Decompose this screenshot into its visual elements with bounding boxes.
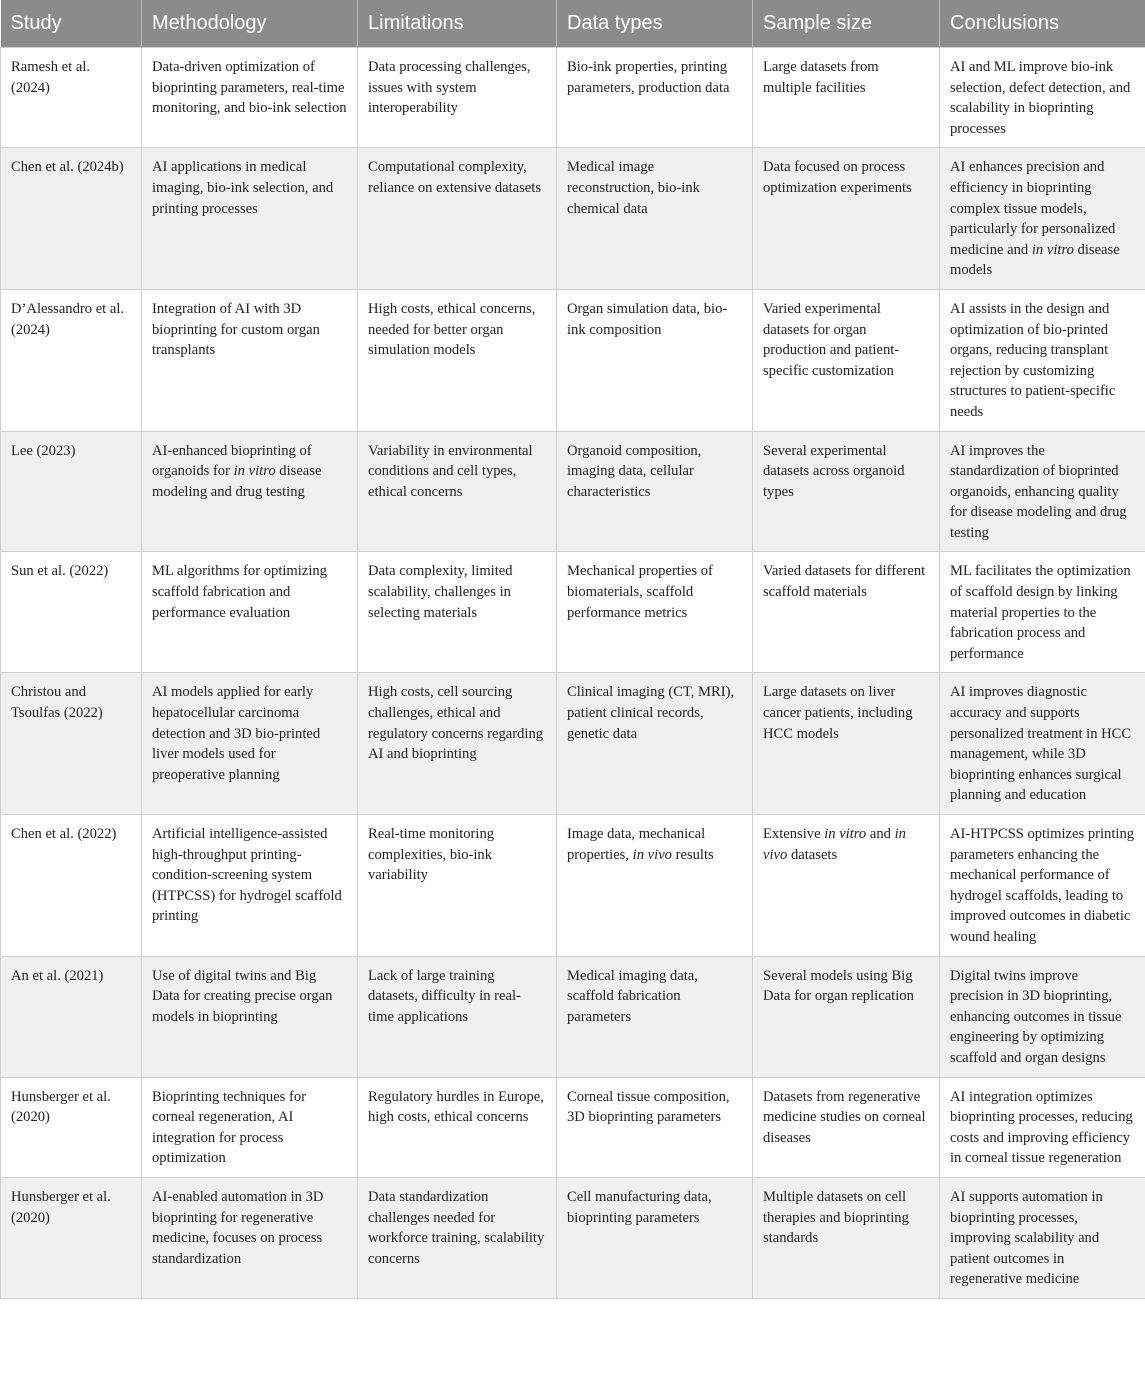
- cell-methodology: [142, 289, 358, 431]
- cell-conclusions: [940, 815, 1145, 957]
- header-conclusions: Conclusions: [940, 0, 1145, 48]
- cell-data-types: [557, 552, 753, 673]
- header-sample-size: Sample size: [753, 0, 940, 48]
- cell-text: ML facilitates the optimization of scaffold design by linking material properties to the fabrication process and performance: [950, 563, 1131, 662]
- cell-text: AI improves the standardization of bioprinted organoids, enhancing quality for disease modeling and drug testing: [950, 442, 1127, 541]
- cell-study: Chen et al. (2024b): [1, 148, 142, 290]
- cell-text: Data standardization challenges needed for workforce training, scalability concerns: [368, 1188, 545, 1267]
- cell-text: Several models using Big Data for organ replication: [763, 967, 914, 1005]
- cell-text: AI applications in medical imaging, bio-ink selection, and printing processes: [152, 159, 334, 217]
- cell-conclusions: [940, 431, 1145, 552]
- italic-term: in vitro: [824, 826, 867, 842]
- cell-limitations: [358, 673, 557, 815]
- italic-term: in vitro: [233, 463, 276, 480]
- table-row: [1, 815, 1145, 957]
- cell-text: Integration of AI with 3D bioprinting for custom organ transplants: [152, 300, 320, 359]
- cell-text: Varied experimental datasets for organ production and patient-specific customization: [763, 300, 900, 379]
- cell-conclusions: [940, 289, 1145, 431]
- cell-text: disease models: [950, 241, 1120, 279]
- cell-text: Large datasets from multiple facilities: [763, 59, 879, 96]
- cell-text: Artificial intelligence-assisted high-throughput printing-condition-screening system (HTPCSS) for hydrogel scaffold printing: [152, 826, 342, 925]
- cell-text: datasets: [787, 846, 838, 863]
- cell-methodology: [142, 815, 358, 957]
- cell-methodology: [142, 673, 358, 815]
- cell-text: Medical image reconstruction, bio-ink chemical data: [567, 159, 700, 217]
- cell-conclusions: [940, 1077, 1145, 1177]
- table-row: [1, 956, 1145, 1077]
- cell-limitations: [358, 815, 557, 957]
- cell-study: D’Alessandro et al. (2024): [1, 289, 142, 431]
- table-row: [1, 148, 1145, 290]
- italic-term: in vivo: [632, 846, 672, 863]
- header-methodology: Methodology: [142, 0, 358, 48]
- cell-text: Cell manufacturing data, bioprinting parameters: [567, 1188, 712, 1226]
- table-row: [1, 289, 1145, 431]
- cell-text: AI and ML improve bio-ink selection, defect detection, and scalability in bioprinting processes: [950, 59, 1131, 137]
- cell-sample-size: [753, 1077, 940, 1177]
- italic-term: in vivo: [763, 826, 906, 863]
- cell-limitations: [358, 1177, 557, 1298]
- header-study: Study: [1, 0, 142, 48]
- cell-limitations: [358, 289, 557, 431]
- cell-text: Bioprinting techniques for corneal regeneration, AI integration for process optimization: [152, 1088, 307, 1167]
- cell-data-types: [557, 48, 753, 148]
- cell-conclusions: [940, 48, 1145, 148]
- cell-text: Organ simulation data, bio-ink composition: [567, 300, 728, 338]
- cell-text: Large datasets on liver cancer patients, including HCC models: [763, 684, 913, 742]
- cell-sample-size: [753, 673, 940, 815]
- cell-text: High costs, cell sourcing challenges, ethical and regulatory concerns regarding AI and bioprinting: [368, 684, 544, 763]
- cell-text: Data-driven optimization of bioprinting parameters, real-time monitoring, and bio-ink selection: [152, 59, 347, 117]
- cell-text: Data focused on process optimization experiments: [763, 159, 912, 196]
- cell-data-types: [557, 289, 753, 431]
- cell-limitations: [358, 552, 557, 673]
- header-data-types: Data types: [557, 0, 753, 48]
- cell-text: Multiple datasets on cell therapies and bioprinting standards: [763, 1188, 909, 1247]
- cell-study: Lee (2023): [1, 431, 142, 552]
- cell-text: disease modeling and drug testing: [152, 463, 322, 500]
- table-row: [1, 431, 1145, 552]
- cell-sample-size: [753, 956, 940, 1077]
- cell-limitations: [358, 148, 557, 290]
- cell-text: AI-HTPCSS optimizes printing parameters enhancing the mechanical performance of hydrogel scaffolds, leading to improved outcomes in diabetic wound healing: [950, 826, 1135, 945]
- cell-sample-size: [753, 1177, 940, 1298]
- cell-conclusions: [940, 1177, 1145, 1298]
- header-row: [1, 0, 1145, 48]
- table-header: [1, 0, 1145, 48]
- cell-text: Bio-ink properties, printing parameters, production data: [567, 59, 730, 96]
- cell-text: Data complexity, limited scalability, challenges in selecting materials: [368, 563, 513, 621]
- table-row: [1, 1077, 1145, 1177]
- cell-study: Hunsberger et al. (2020): [1, 1077, 142, 1177]
- cell-methodology: [142, 552, 358, 673]
- cell-methodology: [142, 1177, 358, 1298]
- cell-text: AI supports automation in bioprinting processes, improving scalability and patient outcomes in regenerative medicine: [950, 1188, 1103, 1288]
- cell-text: Regulatory hurdles in Europe, high costs, ethical concerns: [368, 1088, 544, 1126]
- cell-methodology: [142, 956, 358, 1077]
- cell-data-types: [557, 1177, 753, 1298]
- cell-data-types: [557, 148, 753, 290]
- cell-text: Mechanical properties of biomaterials, scaffold performance metrics: [567, 563, 713, 621]
- cell-sample-size: [753, 431, 940, 552]
- cell-data-types: [557, 815, 753, 957]
- cell-study: Hunsberger et al. (2020): [1, 1177, 142, 1298]
- cell-conclusions: [940, 673, 1145, 815]
- cell-text: ML algorithms for optimizing scaffold fabrication and performance evaluation: [152, 563, 327, 621]
- cell-text: Digital twins improve precision in 3D bioprinting, enhancing outcomes in tissue engineering by optimizing scaffold and organ designs: [950, 967, 1122, 1066]
- cell-limitations: [358, 1077, 557, 1177]
- cell-study: Chen et al. (2022): [1, 815, 142, 957]
- cell-text: Clinical imaging (CT, MRI), patient clinical records, genetic data: [567, 684, 735, 742]
- cell-conclusions: [940, 148, 1145, 290]
- table-body: [1, 48, 1145, 1299]
- cell-text: Organoid composition, imaging data, cellular characteristics: [567, 442, 702, 500]
- cell-data-types: [557, 431, 753, 552]
- cell-text: AI-enhanced bioprinting of organoids for: [152, 442, 312, 480]
- cell-text: AI enhances precision and efficiency in bioprinting complex tissue models, particularly for personalized medicine and: [950, 159, 1116, 258]
- cell-sample-size: [753, 815, 940, 957]
- cell-text: Variability in environmental conditions and cell types, ethical concerns: [368, 442, 533, 500]
- cell-text: Use of digital twins and Big Data for creating precise organ models in bioprinting: [152, 967, 333, 1025]
- cell-methodology: [142, 1077, 358, 1177]
- cell-sample-size: [753, 552, 940, 673]
- cell-study: Christou and Tsoulfas (2022): [1, 673, 142, 815]
- cell-methodology: [142, 148, 358, 290]
- cell-text: Lack of large training datasets, difficulty in real-time applications: [368, 967, 521, 1025]
- cell-text: Image data, mechanical properties,: [567, 826, 706, 863]
- cell-text: Datasets from regenerative medicine studies on corneal diseases: [763, 1088, 926, 1146]
- cell-text: and: [866, 826, 895, 842]
- table-row: [1, 552, 1145, 673]
- italic-term: in vitro: [1031, 241, 1074, 258]
- cell-methodology: [142, 48, 358, 148]
- cell-conclusions: [940, 956, 1145, 1077]
- cell-text: AI integration optimizes bioprinting processes, reducing costs and improving efficiency in corneal tissue regeneration: [950, 1088, 1133, 1167]
- cell-text: Computational complexity, reliance on extensive datasets: [368, 159, 542, 196]
- cell-text: Data processing challenges, issues with system interoperability: [368, 59, 531, 117]
- cell-text: Corneal tissue composition, 3D bioprinting parameters: [567, 1088, 730, 1126]
- cell-text: Real-time monitoring complexities, bio-ink variability: [368, 826, 495, 884]
- cell-limitations: [358, 431, 557, 552]
- cell-text: Medical imaging data, scaffold fabrication parameters: [567, 967, 698, 1025]
- cell-limitations: [358, 48, 557, 148]
- cell-data-types: [557, 956, 753, 1077]
- cell-conclusions: [940, 552, 1145, 673]
- table-row: [1, 673, 1145, 815]
- cell-study: An et al. (2021): [1, 956, 142, 1077]
- cell-study: Sun et al. (2022): [1, 552, 142, 673]
- cell-sample-size: [753, 48, 940, 148]
- header-limitations: Limitations: [358, 0, 557, 48]
- cell-text: AI models applied for early hepatocellular carcinoma detection and 3D bio-printed liver models used for preoperative planning: [152, 684, 321, 783]
- cell-text: AI improves diagnostic accuracy and supports personalized treatment in HCC management, while 3D bioprinting enhances surgical planning and education: [950, 684, 1132, 804]
- cell-text: Extensive: [763, 826, 825, 842]
- cell-sample-size: [753, 148, 940, 290]
- cell-study: Ramesh et al. (2024): [1, 48, 142, 148]
- cell-text: Several experimental datasets across organoid types: [763, 442, 905, 500]
- table-row: [1, 48, 1145, 148]
- cell-text: AI assists in the design and optimization of bio-printed organs, reducing transplant rejection by customizing structures to patient-specific needs: [950, 300, 1116, 420]
- cell-methodology: [142, 431, 358, 552]
- cell-text: High costs, ethical concerns, needed for better organ simulation models: [368, 300, 536, 359]
- cell-text: results: [671, 846, 714, 863]
- cell-text: Varied datasets for different scaffold materials: [763, 563, 926, 601]
- cell-text: AI-enabled automation in 3D bioprinting for regenerative medicine, focuses on process standardization: [152, 1188, 324, 1267]
- cell-data-types: [557, 673, 753, 815]
- cell-sample-size: [753, 289, 940, 431]
- cell-limitations: [358, 956, 557, 1077]
- cell-data-types: [557, 1077, 753, 1177]
- table-row: [1, 1177, 1145, 1298]
